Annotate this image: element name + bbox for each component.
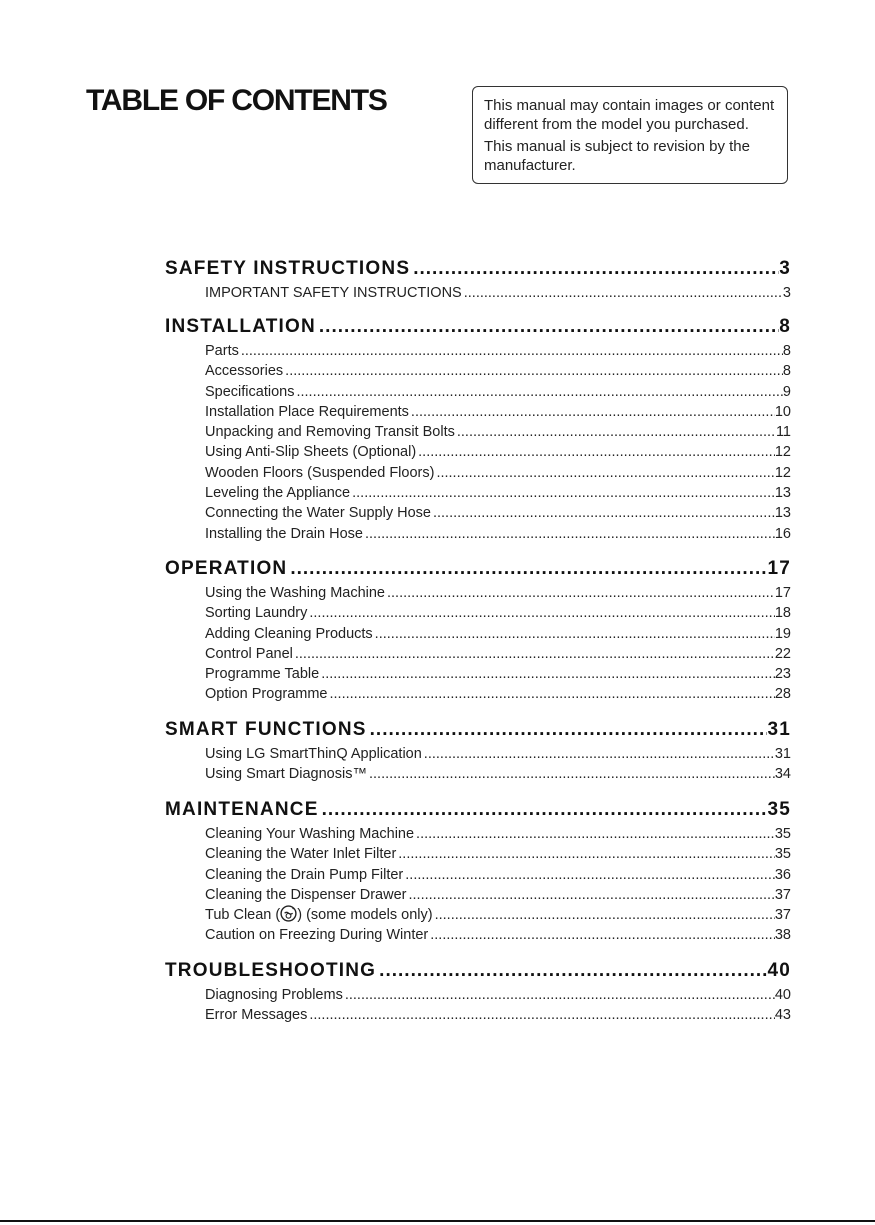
toc-entry[interactable] [165,764,791,784]
entry-title [205,905,433,925]
toc-entry[interactable] [165,463,791,483]
entry-title: Diagnosing Problems [205,987,343,1003]
entry-title: Cleaning Your Washing Machine [205,826,415,842]
entry-title: Parts [205,343,239,359]
entry-title: Installation Place Requirements [205,403,409,420]
toc-section-operation [165,555,791,705]
entry-page: 12 [774,464,791,481]
entry-page: 35 [774,826,791,842]
toc-entry[interactable] [165,1005,791,1025]
entry-page: 9 [782,383,791,400]
toc-entry[interactable] [165,844,791,864]
entry-page: 38 [774,927,791,944]
dot-leader [431,503,775,523]
entry-page: 37 [774,886,791,903]
entry-page: 43 [774,1007,791,1024]
entry-title: Caution on Freezing During Winter [205,927,429,944]
section-page: 40 [767,960,791,981]
section-page: 31 [767,719,791,740]
entry-title: Adding Cleaning Products [205,625,373,642]
section-heading[interactable] [165,957,791,985]
dot-leader [239,341,783,361]
dot-leader [350,483,775,503]
entry-page: 19 [774,625,791,642]
toc-entry[interactable] [165,744,791,764]
entry-page: 23 [774,666,791,683]
toc-entry[interactable] [165,644,791,664]
toc-section-troubleshooting [165,957,791,1026]
entry-page: 36 [774,866,791,883]
section-title: TROUBLESHOOTING [165,960,377,981]
section-title: MAINTENANCE [165,799,319,820]
entry-page: 3 [782,285,791,301]
dot-leader [319,796,768,824]
entry-page: 11 [775,424,791,441]
entry-title: IMPORTANT SAFETY INSTRUCTIONS [205,285,462,301]
dot-leader [294,382,782,402]
dot-leader [328,684,775,704]
section-title: SAFETY INSTRUCTIONS [165,258,411,279]
dot-leader [414,824,775,844]
dot-leader [319,664,775,684]
entry-page: 37 [774,907,791,924]
entry-title: Wooden Floors (Suspended Floors) [205,464,435,481]
toc-entry[interactable] [165,905,791,925]
entry-title: Leveling the Appliance [205,485,351,502]
dot-leader [373,624,775,644]
toc-entry[interactable] [165,483,791,503]
dot-leader [422,744,775,764]
dot-leader [428,925,775,945]
dot-leader [410,255,779,283]
dot-leader [455,422,776,442]
dot-leader [316,313,779,341]
entry-title-prefix: Tub Clean ( [205,907,281,924]
section-title: OPERATION [165,558,288,579]
section-page: 17 [767,558,791,579]
entry-title: Cleaning the Dispenser Drawer [205,886,407,903]
entry-page: 18 [774,605,791,622]
toc-entry[interactable] [165,283,791,303]
section-page: 35 [767,799,791,820]
toc-section-smart-functions [165,716,791,785]
section-page: 8 [779,316,791,337]
dot-leader [307,1005,775,1025]
page-title: TABLE OF CONTENTS [86,84,387,117]
entry-title: Option Programme [205,686,328,703]
entry-title: Specifications [205,383,295,400]
entry-title: Sorting Laundry [205,605,308,622]
dot-leader [407,885,775,905]
entry-page: 35 [774,846,791,863]
page-bottom-rule [0,1220,875,1222]
toc-entry[interactable] [165,824,791,844]
dot-leader [396,844,775,864]
dot-leader [409,402,775,422]
entry-title: Using LG SmartThinQ Application [205,746,422,762]
entry-page: 12 [774,444,791,461]
toc-entry[interactable] [165,885,791,905]
entry-title: Cleaning the Water Inlet Filter [205,846,397,863]
section-heading[interactable] [165,555,791,583]
toc-section-maintenance [165,796,791,946]
toc-entry[interactable] [165,583,791,603]
entry-title: Control Panel [205,645,293,662]
toc-entry[interactable] [165,603,791,623]
toc-entry[interactable] [165,422,791,442]
entry-page: 34 [774,766,791,783]
notice-box [472,86,788,184]
toc-entry[interactable] [165,361,791,381]
toc-entry[interactable] [165,341,791,361]
entry-page: 16 [774,525,791,542]
dot-leader [376,957,767,985]
toc-entry[interactable] [165,524,791,544]
notice-text-2: This manual is subject to revision by the manufacturer. [484,138,750,174]
section-heading[interactable] [165,796,791,824]
entry-page: 31 [774,746,791,762]
toc-entry[interactable] [165,664,791,684]
dot-leader [385,583,775,603]
entry-title-suffix: ) (some models only) [297,907,433,924]
entry-title: Unpacking and Removing Transit Bolts [205,424,455,441]
dot-leader [367,764,775,784]
notice-text-1: This manual may contain images or content different from the model you purchased. [484,97,775,133]
toc-section-installation [165,313,791,544]
toc-entry[interactable] [165,684,791,704]
entry-title: Installing the Drain Hose [205,525,363,542]
section-heading[interactable] [165,716,791,744]
dot-leader [343,985,775,1005]
entry-title: Error Messages [205,1007,308,1024]
dot-leader [287,555,767,583]
entry-title: Using the Washing Machine [205,585,385,601]
toc-entry[interactable] [165,402,791,422]
dot-leader [462,283,783,303]
section-heading[interactable] [165,255,791,283]
entry-page: 8 [782,363,791,380]
dot-leader [363,524,775,544]
dot-leader [283,361,783,381]
entry-title: Connecting the Water Supply Hose [205,505,431,522]
toc-section-safety [165,255,791,303]
toc-entry[interactable] [165,865,791,885]
tub-clean-icon [280,905,297,922]
toc-entry[interactable] [165,925,791,945]
entry-page: 17 [774,585,791,601]
entry-page: 13 [774,485,791,502]
entry-page: 13 [774,505,791,522]
section-page: 3 [779,258,791,279]
section-title: INSTALLATION [165,316,316,337]
dot-leader [307,603,774,623]
toc-entry[interactable] [165,382,791,402]
dot-leader [367,716,768,744]
section-heading[interactable] [165,313,791,341]
entry-page: 10 [774,403,791,420]
dot-leader [416,442,775,462]
toc-entry[interactable] [165,503,791,523]
entry-page: 22 [774,645,791,662]
entry-page: 40 [774,987,791,1003]
dot-leader [403,865,775,885]
entry-page: 28 [774,686,791,703]
section-title: SMART FUNCTIONS [165,719,367,740]
dot-leader [293,644,775,664]
toc-entry[interactable] [165,442,791,462]
entry-title: Cleaning the Drain Pump Filter [205,866,404,883]
entry-title: Programme Table [205,666,320,683]
dot-leader [434,463,774,483]
entry-title: Accessories [205,363,284,380]
entry-title: Using Anti-Slip Sheets (Optional) [205,444,417,461]
toc-entry[interactable] [165,985,791,1005]
entry-title: Using Smart Diagnosis™ [205,766,367,783]
dot-leader [433,905,775,925]
toc-entry[interactable] [165,624,791,644]
entry-page: 8 [782,343,791,359]
